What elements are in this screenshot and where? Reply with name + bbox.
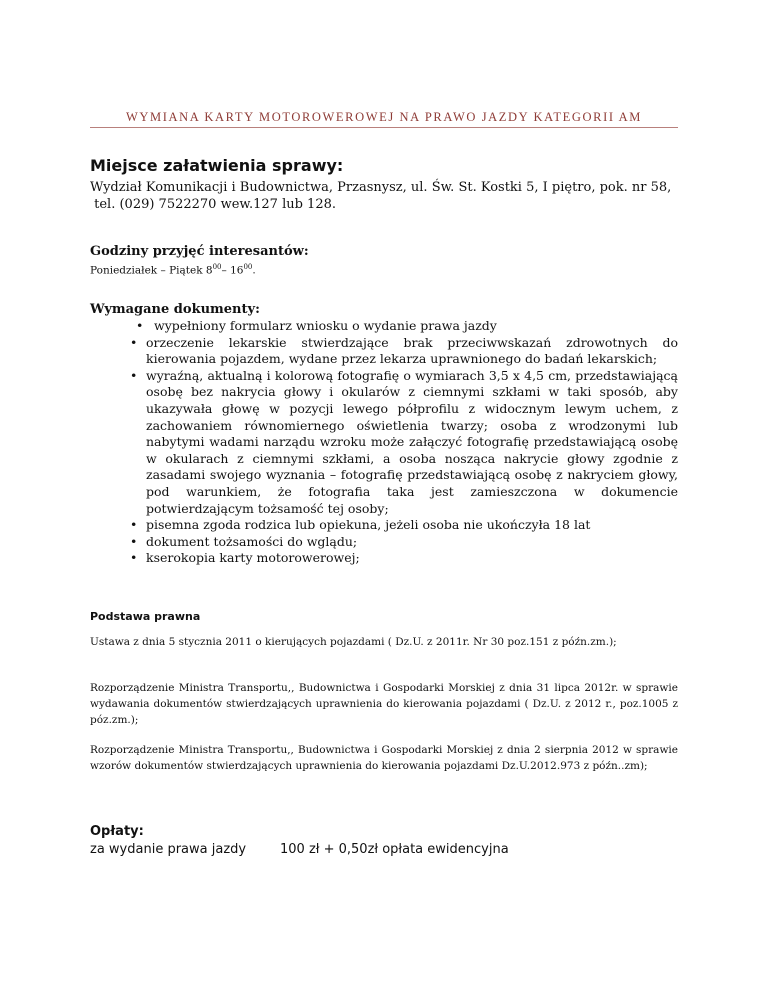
fees-row <box>90 842 509 857</box>
place-address <box>90 179 690 213</box>
place-heading: Miejsce załatwienia sprawy: <box>90 156 344 175</box>
fee-label: za wydanie prawa jazdy <box>90 842 247 857</box>
list-item <box>90 534 678 551</box>
fees-heading: Opłaty: <box>90 824 144 839</box>
hours-mid: – 16 <box>221 264 244 277</box>
bullet-icon: • <box>136 318 144 333</box>
list-item-text: dokument tożsamości do wglądu; <box>146 533 358 549</box>
hours-end: . <box>252 264 256 277</box>
bullet-icon: • <box>130 533 138 549</box>
list-item <box>90 550 678 567</box>
documents-list-wrap <box>90 318 678 567</box>
bullet-icon: • <box>130 367 138 383</box>
list-item-text: kserokopia karty motorowerowej; <box>146 550 360 566</box>
list-item-text: wypełniony formularz wniosku o wydanie prawa jazdy <box>154 318 497 333</box>
hours-text: Poniedziałek – Piątek 8 <box>90 264 213 277</box>
header-divider <box>90 127 678 128</box>
list-item-text: wyraźną, aktualną i kolorową fotografię o wymiarach 3,5 x 4,5 cm, przedstawiającą osobę bez nakrycia głowy i okularów z ciemnymi szkłami w taki sposób, aby ukazywała głowę w pozycji lewego półprofilu z widocznym lewym uchem, z zachowaniem równomiernego oświetlenia twarzy; osoba z wrodzonymi lub nabytymi wadami narządu wzroku może załączyć fotografię przedstawiającą osobę w okularach z ciemnymi szkłami, a osoba nosząca nakrycie głowy zgodnie z zasadami swojego wyznania – fotografię przedstawiającą osobę z nakryciem głowy, pod warunkiem, że fotografia taka jest zamieszczona w dokumencie potwierdzającym tożsamość tej osoby; <box>146 367 678 516</box>
office-hours <box>90 263 256 277</box>
legal-basis-heading: Podstawa prawna <box>90 610 201 623</box>
list-item <box>90 335 678 368</box>
list-item-text: orzeczenie lekarskie stwierdzające brak przeciwwskazań zdrowotnych do kierowania pojazdem, wydane przez lekarza uprawnionego do badań lekarskich; <box>146 334 678 367</box>
hours-heading: Godziny przyjęć interesantów: <box>90 244 309 259</box>
hours-sup-1: 00 <box>212 263 222 271</box>
legal-paragraph-1: Ustawa z dnia 5 stycznia 2011 o kierujących pojazdami ( Dz.U. z 2011r. Nr 30 poz.151 z późn.zm.); <box>90 636 617 648</box>
documents-list <box>90 318 678 567</box>
address-line-1: Wydział Komunikacji i Budownictwa, Przasnysz, ul. Św. St. Kostki 5, I piętro, pok. nr 58, <box>90 180 672 195</box>
bullet-icon: • <box>130 517 138 533</box>
list-item-text: pisemna zgoda rodzica lub opiekuna, jeżeli osoba nie ukończyła 18 lat <box>146 517 591 533</box>
address-line-2: tel. (029) 7522270 wew.127 lub 128. <box>90 197 337 212</box>
legal-paragraph-2: Rozporządzenie Ministra Transportu,, Budownictwa i Gospodarki Morskiej z dnia 31 lipca 2012r. w sprawie wydawania dokumentów stwierdzających uprawnienia do kierowania pojazdami ( Dz.U. z 2012 r., poz.1005 z póz.zm.); <box>90 682 678 726</box>
bullet-icon: • <box>130 334 138 350</box>
list-item <box>90 318 678 335</box>
fee-amount: 100 zł + 0,50zł opłata ewidencyjna <box>280 842 509 857</box>
documents-heading: Wymagane dokumenty: <box>90 302 260 317</box>
legal-paragraph-3: Rozporządzenie Ministra Transportu,, Budownictwa i Gospodarki Morskiej z dnia 2 sierpnia 2012 w sprawie wzorów dokumentów stwierdzających uprawnienia do kierowania pojazdami Dz.U.2012.973 z późn..zm); <box>90 744 678 772</box>
page-header: WYMIANA KARTY MOTOROWEROWEJ NA PRAWO JAZDY KATEGORII AM <box>126 110 642 124</box>
list-item <box>90 368 678 517</box>
list-item <box>90 517 678 534</box>
bullet-icon: • <box>130 550 138 566</box>
hours-sup-2: 00 <box>243 263 253 271</box>
